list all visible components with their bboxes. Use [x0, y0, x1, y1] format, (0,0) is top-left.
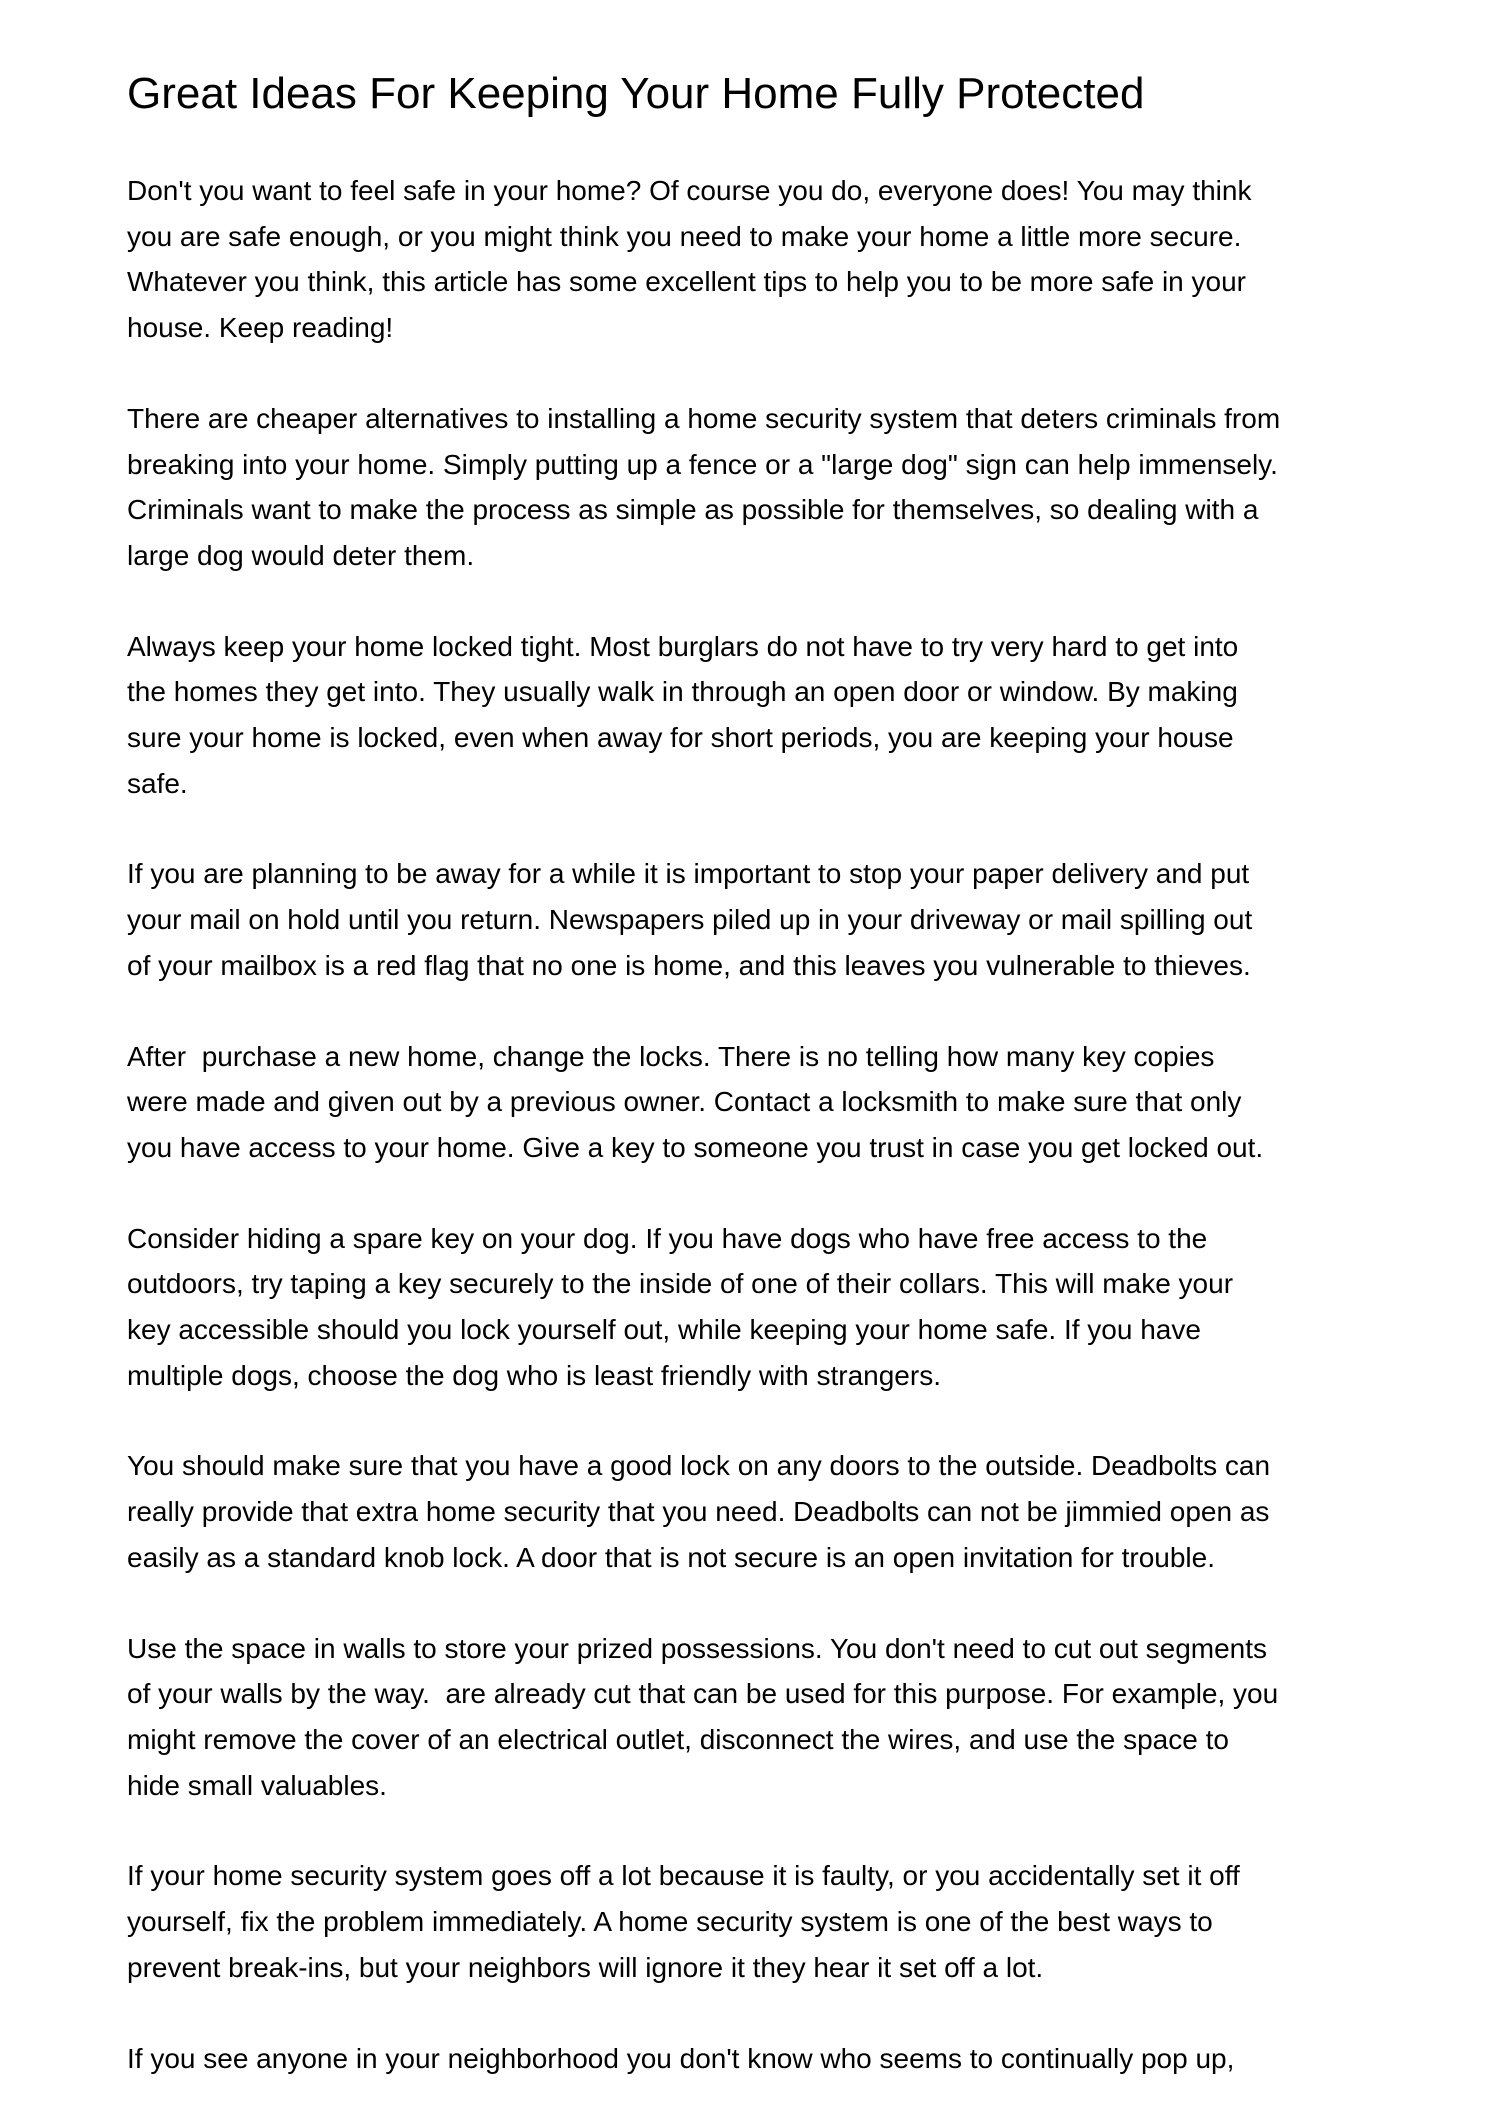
- article-body: [127, 168, 1397, 2126]
- paragraph-neighborhood: If you see anyone in your neighborhood you don't know who seems to continually pop up,: [127, 2042, 1235, 2074]
- paragraph-keep-locked: Always keep your home locked tight. Most burglars do not have to try very hard to get into the homes they get into. They usually walk in through an open door or window. By making sure your home is locked, even when away for short periods, you are keeping your house safe.: [127, 630, 1239, 799]
- paragraph-deadbolts: You should make sure that you have a good lock on any doors to the outside. Deadbolts can really provide that extra home security that you need. Deadbolts can not be jimmied open as easily as a standard knob lock. A door that is not secure is an open invitation for trouble.: [127, 1450, 1271, 1573]
- paragraph-intro: Don't you want to feel safe in your home? Of course you do, everyone does! You may think you are safe enough, or you might think you need to make your home a little more secure. Whatever you think, this article has some excellent tips to help you to be more safe in your house. Keep reading!: [127, 175, 1252, 344]
- paragraph-wall-space: Use the space in walls to store your prized possessions. You don't need to cut out segments of your walls by the way. are already cut that can be used for this purpose. For example, you might remove the cover of an electrical outlet, disconnect the wires, and use the space to hide small valuables.: [127, 1632, 1279, 1801]
- paragraph-stop-delivery: If you are planning to be away for a while it is important to stop your paper delivery and put your mail on hold until you return. Newspapers piled up in your driveway or mail spilling out of your mailbox is a red flag that no one is home, and this leaves you vulnerable to thieves.: [127, 858, 1253, 981]
- paragraph-spare-key-dog: Consider hiding a spare key on your dog. If you have dogs who have free access to the outdoors, try taping a key securely to the inside of one of their collars. This will make your key accessible should you lock yourself out, while keeping your home safe. If you have multiple dogs, choose the dog who is least friendly with strangers.: [127, 1222, 1234, 1391]
- paragraph-faulty-alarm: If your home security system goes off a lot because it is faulty, or you accidentally set it off yourself, fix the problem immediately. A home security system is one of the best ways to prevent break-ins, but your neighbors will ignore it they hear it set off a lot.: [127, 1860, 1240, 1983]
- paragraph-change-locks: After purchase a new home, change the locks. There is no telling how many key copies were made and given out by a previous owner. Contact a locksmith to make sure that only you have access to your home. Give a key to someone you trust in case you get locked out.: [127, 1040, 1264, 1163]
- paragraph-cheaper-alternatives: There are cheaper alternatives to installing a home security system that deters criminals from breaking into your home. Simply putting up a fence or a "large dog" sign can help immensely. Criminals want to make the process as simple as possible for themselves, so dealing with a large dog would deter them.: [127, 402, 1281, 571]
- page-title: Great Ideas For Keeping Your Home Fully Protected: [127, 69, 1145, 118]
